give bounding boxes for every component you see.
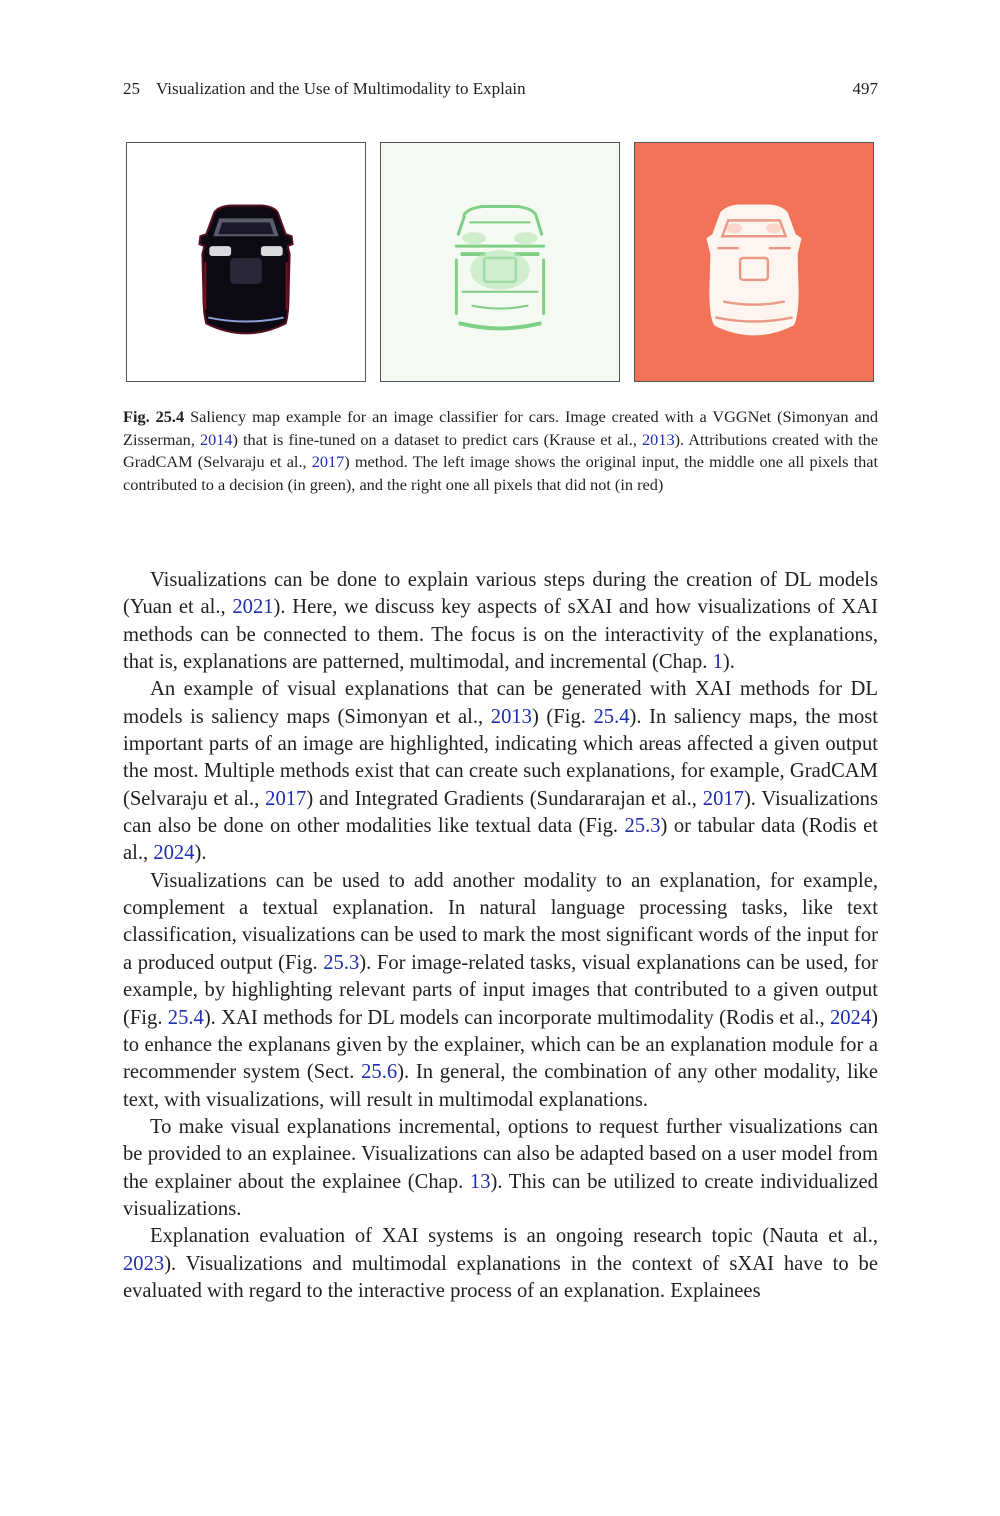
text-run: ). This can be utilized to create individualized visualizations.	[123, 1170, 878, 1220]
citation-link[interactable]: 2023	[123, 1252, 165, 1275]
chapter-number: 25	[123, 79, 140, 98]
text-run: Saliency map example for an image classifier for cars. Image created with a VGGNet (Simonyan and Zisserman,	[123, 407, 878, 449]
green-saliency-illustration	[381, 143, 619, 381]
text-run: ). Attributions created with the GradCAM (Selvaraju et al.,	[123, 429, 878, 472]
body-text	[123, 567, 878, 1305]
chapter-title: Visualization and the Use of Multimodality to Explain	[156, 79, 526, 98]
citation-link[interactable]: 2014	[199, 429, 233, 449]
caption-text	[123, 407, 878, 494]
text-run: ). For image-related tasks, visual explanations can be used, for example, by highlighting relevant parts of input images that contributed to a given output (Fig.	[123, 951, 878, 1029]
citation-link[interactable]: 2013	[490, 705, 532, 728]
text-run: ) to enhance the explanans given by the explainer, which can be an explanation module for a recommender system (Sect.	[123, 1006, 878, 1084]
citation-link[interactable]: 2013	[642, 429, 675, 449]
citation-link[interactable]: 25.3	[624, 815, 661, 838]
paragraph	[123, 676, 878, 867]
paragraph	[123, 567, 878, 676]
paragraph	[123, 1223, 878, 1305]
citation-link[interactable]: 2017	[702, 787, 744, 810]
page-number: 497	[852, 79, 878, 98]
car-original-illustration	[127, 143, 365, 381]
figure-label: Fig. 25.4	[123, 407, 185, 426]
citation-link[interactable]: 2017	[265, 787, 307, 810]
citation-link[interactable]: 2024	[153, 842, 195, 865]
non-contributing-pixels-map	[634, 142, 874, 382]
citation-link[interactable]: 2021	[232, 596, 274, 619]
red-saliency-illustration	[635, 143, 873, 381]
citation-link[interactable]: 25.3	[323, 951, 360, 974]
citation-link[interactable]: 25.4	[167, 1006, 204, 1029]
citation-link[interactable]: 2017	[311, 452, 345, 472]
running-header	[123, 79, 878, 103]
citation-link[interactable]: 25.4	[593, 705, 630, 728]
text-run: ) or tabular data (Rodis et al.,	[123, 815, 878, 865]
text-run: ) that is fine-tuned on a dataset to predict cars (Krause et al.,	[232, 429, 643, 449]
text-run: ). Here, we discuss key aspects of sXAI and how visualizations of XAI methods can be connected to them. The focus is on the interactivity of the explanations, that is, explanations are patterned, multimodal, and incremental (Chap.	[123, 596, 878, 674]
text-run: To make visual explanations incremental, options to request further visualizations can be provided to an explainee. Visualizations can also be adapted based on a user model from the explainer about the explainee (Chap.	[123, 1115, 878, 1193]
citation-link[interactable]: 25.6	[361, 1061, 398, 1084]
contributing-pixels-map	[380, 142, 620, 382]
text-run: ) (Fig.	[531, 705, 594, 728]
text-run: Visualizations can be done to explain various steps during the creation of DL models (Yuan et al.,	[123, 569, 878, 619]
text-run: ). In saliency maps, the most important parts of an image are highlighted, indicating which areas affected a given output the most. Multiple methods exist that can create such explanations, for example, GradCAM (Selvaraju et al.,	[123, 705, 879, 810]
paragraph	[123, 868, 878, 1114]
original-input-image	[126, 142, 366, 382]
text-run: ) method. The left image shows the original input, the middle one all pixels that contributed to a decision (in green), and the right one all pixels that did not (in red)	[123, 452, 878, 494]
text-run: Explanation evaluation of XAI systems is an ongoing research topic (Nauta et al.,	[150, 1225, 878, 1248]
text-run: ). Visualizations can also be done on other modalities like textual data (Fig.	[123, 787, 878, 838]
text-run: ). XAI methods for DL models can incorporate multimodality (Rodis et al.,	[203, 1006, 830, 1029]
text-run: ). In general, the combination of any other modality, like text, with visualizations, will result in multimodal explanations.	[123, 1061, 878, 1111]
citation-link[interactable]: 2024	[829, 1006, 872, 1029]
text-run: ).	[722, 651, 735, 674]
citation-link[interactable]: 13	[469, 1170, 491, 1193]
citation-link[interactable]: 1	[712, 651, 723, 674]
figure-25-4	[126, 142, 876, 384]
paragraph	[123, 1114, 878, 1223]
chapter-heading	[123, 79, 526, 103]
figure-caption	[123, 406, 878, 496]
text-run: ). Visualizations and multimodal explanations in the context of sXAI have to be evaluated with regard to the interactive process of an explanation. Explainees	[123, 1252, 878, 1302]
text-run: ) and Integrated Gradients (Sundararajan et al.,	[306, 787, 703, 810]
text-run: ).	[194, 842, 207, 865]
text-run: Visualizations can be used to add another modality to an explanation, for example, complement a textual explanation. In natural language processing tasks, like text classification, visualizations can be used to mark the most significant words of the input for a produced output (Fig.	[123, 869, 878, 974]
text-run: An example of visual explanations that can be generated with XAI methods for DL models is saliency maps (Simonyan et al.,	[123, 678, 878, 728]
